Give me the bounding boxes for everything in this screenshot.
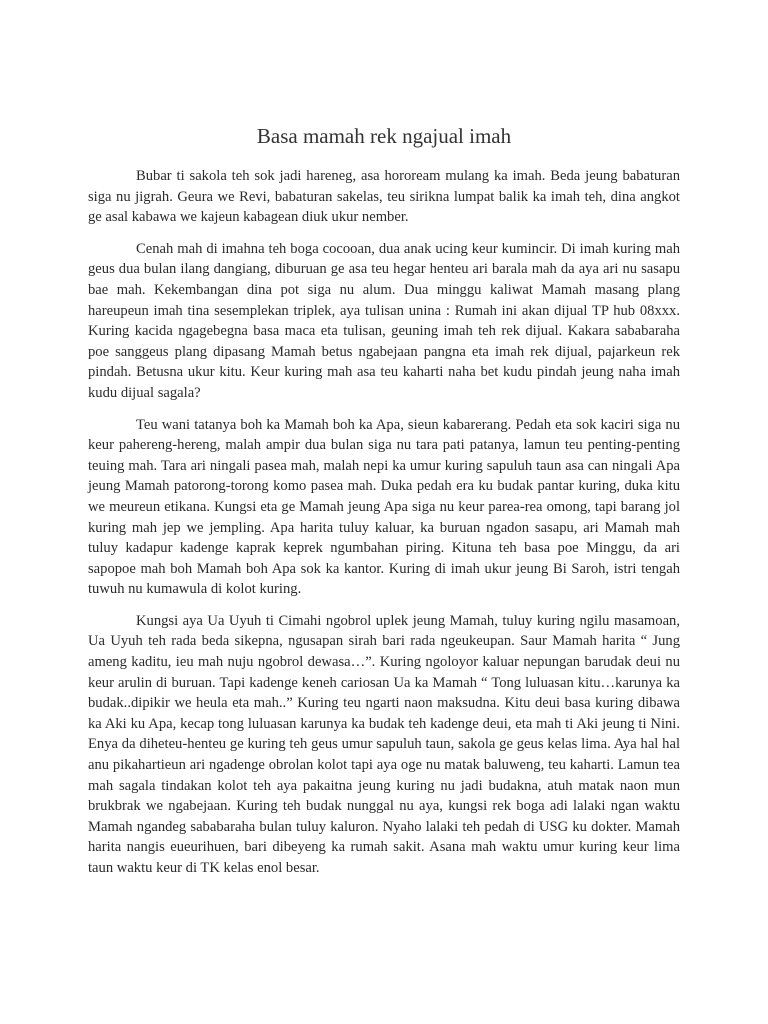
- paragraph-1: Bubar ti sakola teh sok jadi hareneg, asa horoream mulang ka imah. Beda jeung babaturan siga nu jigrah. Geura we Revi, babaturan sakelas, teu sirikna lumpat balik ka imah teh, dina angkot ge asal kabawa we kajeun kabagean diuk ukur nember.: [88, 168, 680, 226]
- paragraph-3: Teu wani tatanya boh ka Mamah boh ka Apa, sieun kabarerang. Pedah eta sok kaciri siga nu keur pahereng-hereng, malah ampir dua bulan siga nu tara pati patanya, lamun teu penting-penting teuing mah. Tara ari ningali pasea mah, malah nepi ka umur kuring sapuluh taun asa can ningali Apa jeung Mamah patorong-torong komo pasea mah. Duka pedah era ku budak pantar kuring, duka kitu we meureun etikana. Kungsi eta ge Mamah jeung Apa siga nu keur parea-rea omong, tapi barang jol kuring mah jep we jempling. Apa harita tuluy kaluar, ka buruan ngadon sasapu, ari Mamah mah tuluy kadapur kadenge kaprak keprek ngumbahan piring. Kituna teh basa poe Minggu, da ari sapopoe mah boh Mamah boh Apa sok ka kantor. Kuring di imah ukur jeung Bi Saroh, istri tengah tuwuh nu kumawula di kolot kuring.: [88, 416, 680, 598]
- document-title: Basa mamah rek ngajual imah: [256, 124, 512, 148]
- paragraph-2: Cenah mah di imahna teh boga cocooan, dua anak ucing keur kumincir. Di imah kuring mah geus dua bulan ilang dangiang, diburuan ge asa teu hegar henteu ari barala mah da aya ari nu sasapu bae mah. Kekembangan dina pot siga nu alum. Dua minggu kaliwat Mamah masang plang hareupeun imah tina sesemplekan triplek, aya tulisan unina : Rumah ini akan dijual TP hub 08xxx. Kuring kacida ngagebegna basa maca eta tulisan, geuning imah teh rek dijual. Kakara sababaraha poe sanggeus plang dipasang Mamah betus ngabejaan pangna eta imah rek dijual, pajarkeun rek pindah. Betusna ukur kitu. Keur kuring mah asa teu kaharti naha bet kudu pindah jeung naha imah kudu dijual sagala?: [88, 240, 680, 401]
- paragraph-4: Kungsi aya Ua Uyuh ti Cimahi ngobrol uplek jeung Mamah, tuluy kuring ngilu masamoan, Ua Uyuh teh rada beda sikepna, ngusapan sirah bari rada ngeukeupan. Saur Mamah harita “ Jung ameng kaditu, ieu mah nuju ngobrol dewasa…”. Kuring ngoloyor kaluar nepungan barudak deui nu keur arulin di buruan. Tapi kadenge keneh cariosan Ua ka Mamah “ Tong luluasan kitu…karunya ka budak..dipikir we heula eta mah..” Kuring teu ngarti naon maksudna. Kitu deui basa kuring dibawa ka Aki ku Apa, kecap tong luluasan karunya ka budak teh kadenge deui, eta mah ti Aki jeung ti Nini. Enya da diheteu-henteu ge kuring teh geus umur sapuluh taun, sakola ge geus kelas lima. Aya hal hal anu pikahartieun ari ngadenge obrolan kolot tapi aya oge nu matak baluweng, teu kaharti. Lamun tea mah sagala tindakan kolot teh aya pakaitna jeung kuring nu jadi budakna, atuh matak naon mun brukbrak we ngabejaan. Kuring teh budak nunggal nu aya, kungsi rek boga adi lalaki ngan waktu Mamah ngandeg sababaraha bulan tuluy kaluron. Nyaho lalaki teh pedah di USG ku dokter. Mamah harita nangis eueurihuen, bari dibeyeng ka rumah sakit. Asana mah waktu umur kuring keur lima taun waktu keur di TK kelas enol besar.: [88, 612, 680, 876]
